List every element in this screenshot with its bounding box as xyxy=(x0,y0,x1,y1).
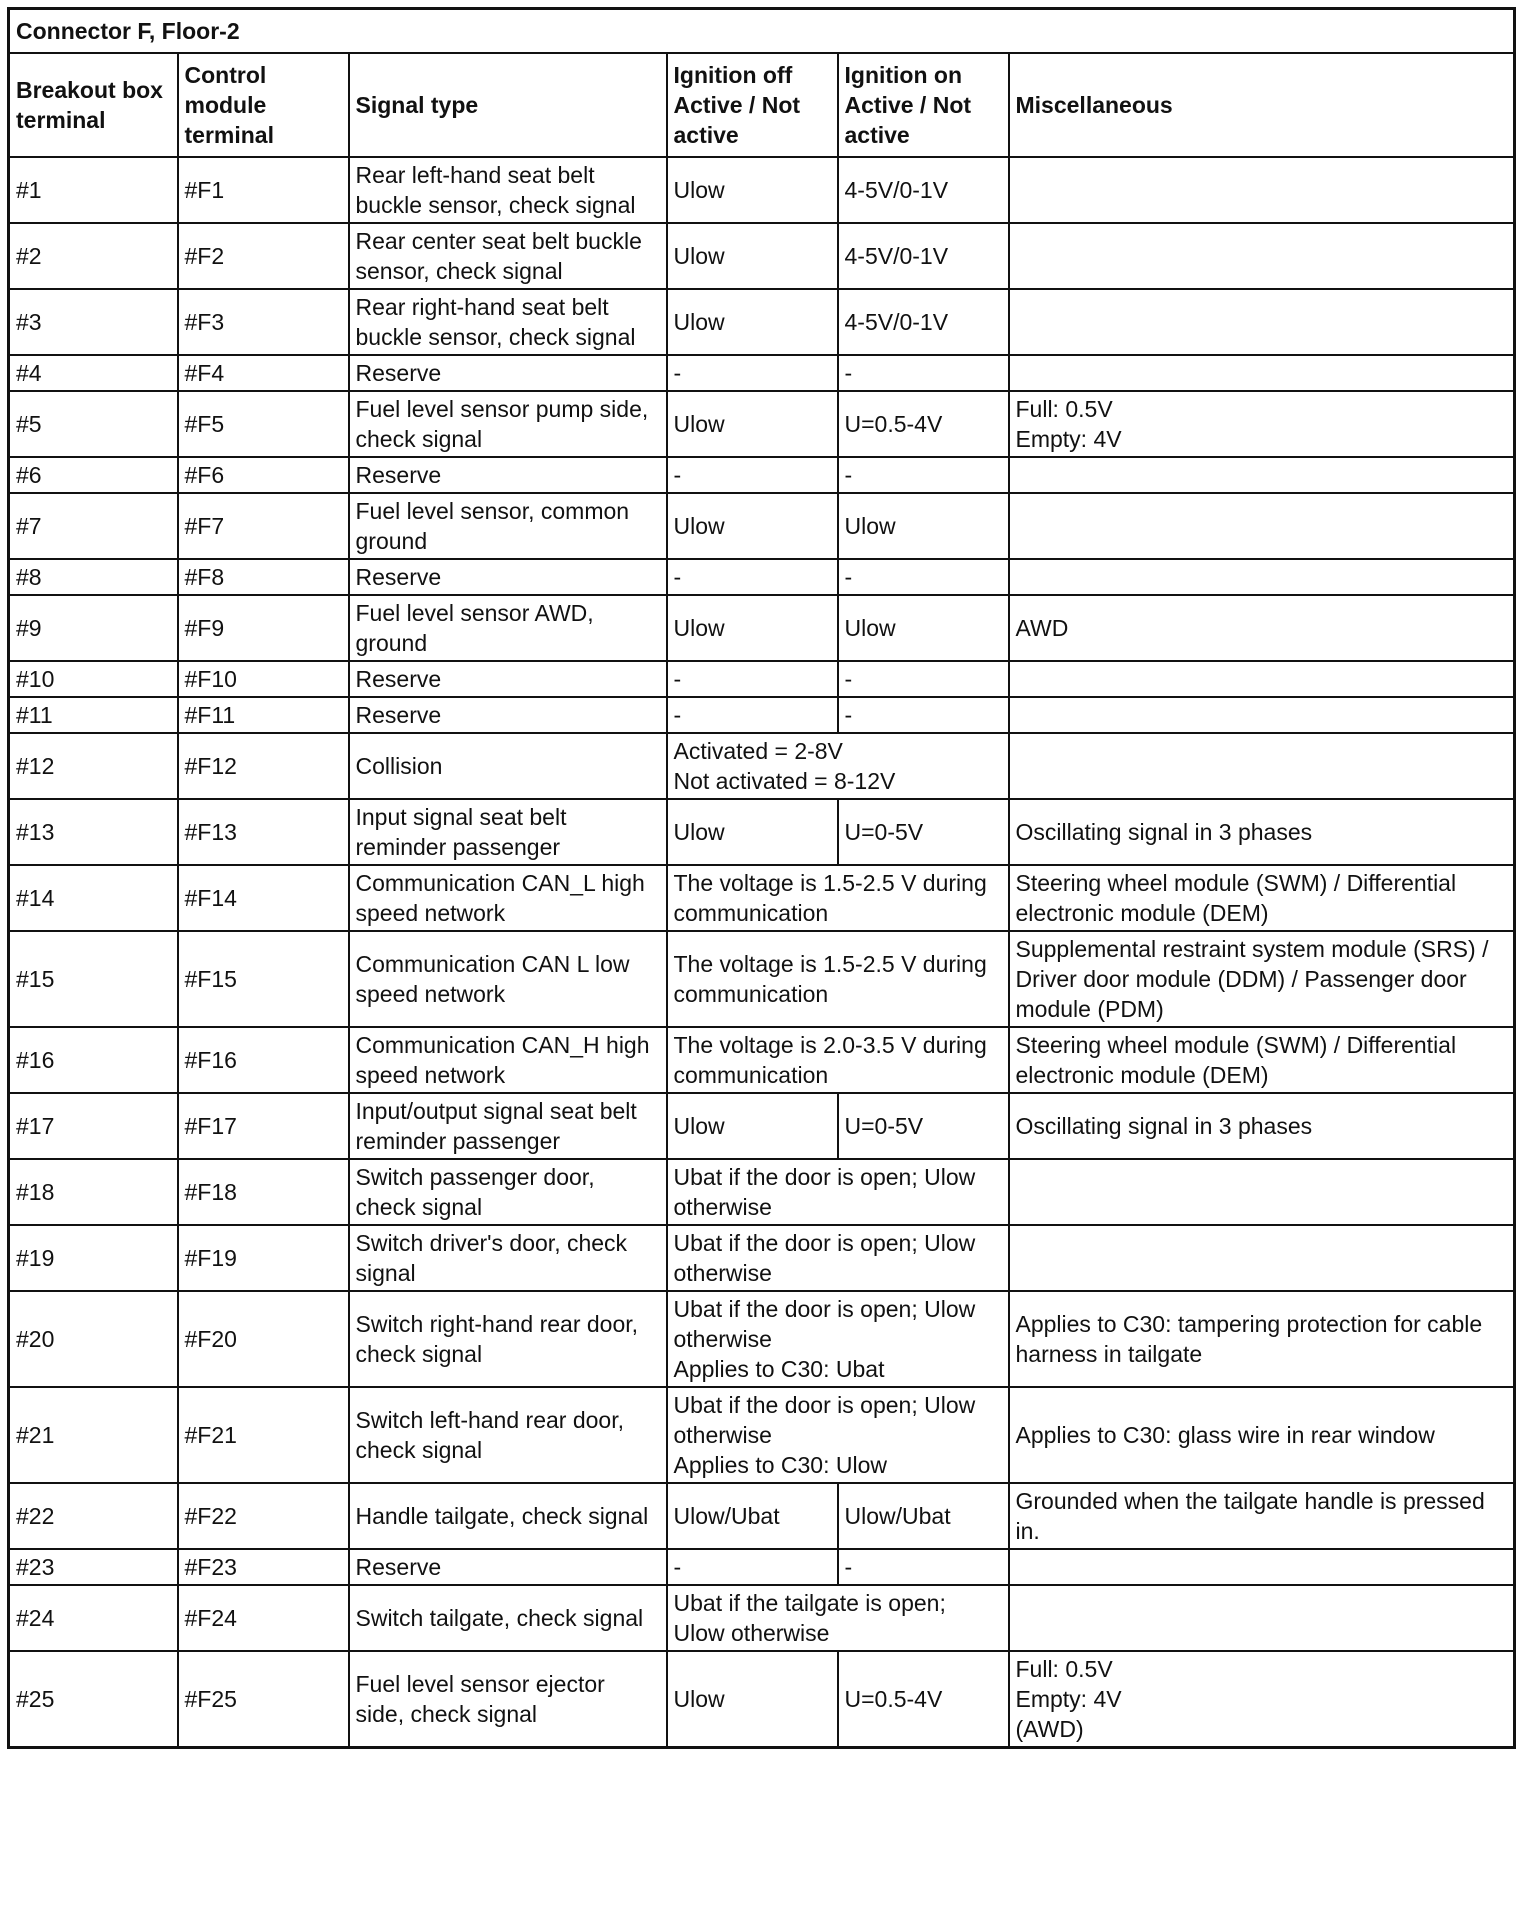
ignition-off-cell: Ulow xyxy=(667,1093,838,1159)
signal-type-cell: Rear center seat belt buckle sensor, check signal xyxy=(349,223,667,289)
ignition-on-cell: - xyxy=(838,355,1009,391)
ignition-off-cell: - xyxy=(667,457,838,493)
ignition-on-cell: - xyxy=(838,457,1009,493)
signal-type-cell: Rear left-hand seat belt buckle sensor, check signal xyxy=(349,157,667,223)
table-body xyxy=(9,157,1515,1748)
signal-type-cell: Fuel level sensor, common ground xyxy=(349,493,667,559)
table-row xyxy=(9,289,1515,355)
ignition-on-cell: U=0-5V xyxy=(838,1093,1009,1159)
table-title: Connector F, Floor-2 xyxy=(9,9,1515,54)
control-terminal-cell: #F25 xyxy=(178,1651,349,1748)
miscellaneous-cell xyxy=(1009,661,1515,697)
signal-type-cell: Handle tailgate, check signal xyxy=(349,1483,667,1549)
breakout-terminal-cell: #14 xyxy=(9,865,178,931)
table-row xyxy=(9,1027,1515,1093)
control-terminal-cell: #F4 xyxy=(178,355,349,391)
control-terminal-cell: #F24 xyxy=(178,1585,349,1651)
ignition-value-cell: The voltage is 2.0-3.5 V during communication xyxy=(667,1027,1009,1093)
table-row xyxy=(9,1225,1515,1291)
breakout-terminal-cell: #2 xyxy=(9,223,178,289)
ignition-off-cell: - xyxy=(667,661,838,697)
miscellaneous-cell: Applies to C30: glass wire in rear window xyxy=(1009,1387,1515,1483)
table-row xyxy=(9,799,1515,865)
table-row xyxy=(9,1651,1515,1748)
control-terminal-cell: #F3 xyxy=(178,289,349,355)
miscellaneous-cell: Steering wheel module (SWM) / Differential electronic module (DEM) xyxy=(1009,1027,1515,1093)
miscellaneous-cell: Oscillating signal in 3 phases xyxy=(1009,799,1515,865)
breakout-terminal-cell: #15 xyxy=(9,931,178,1027)
ignition-on-cell: 4-5V/0-1V xyxy=(838,223,1009,289)
header-control-module-terminal: Control module terminal xyxy=(178,53,349,157)
control-terminal-cell: #F5 xyxy=(178,391,349,457)
table-row xyxy=(9,493,1515,559)
ignition-off-cell: Ulow xyxy=(667,391,838,457)
signal-type-cell: Reserve xyxy=(349,697,667,733)
miscellaneous-cell xyxy=(1009,289,1515,355)
control-terminal-cell: #F1 xyxy=(178,157,349,223)
ignition-value-cell: The voltage is 1.5-2.5 V during communication xyxy=(667,931,1009,1027)
miscellaneous-cell xyxy=(1009,457,1515,493)
ignition-on-cell: U=0-5V xyxy=(838,799,1009,865)
ignition-on-cell: 4-5V/0-1V xyxy=(838,157,1009,223)
control-terminal-cell: #F16 xyxy=(178,1027,349,1093)
miscellaneous-cell: AWD xyxy=(1009,595,1515,661)
ignition-off-cell: Ulow xyxy=(667,223,838,289)
table-row xyxy=(9,457,1515,493)
ignition-on-cell: - xyxy=(838,661,1009,697)
table-row xyxy=(9,157,1515,223)
ignition-off-cell: Ulow xyxy=(667,157,838,223)
ignition-on-cell: - xyxy=(838,1549,1009,1585)
table-row xyxy=(9,1387,1515,1483)
control-terminal-cell: #F8 xyxy=(178,559,349,595)
control-terminal-cell: #F23 xyxy=(178,1549,349,1585)
ignition-off-cell: Ulow xyxy=(667,289,838,355)
breakout-terminal-cell: #16 xyxy=(9,1027,178,1093)
miscellaneous-cell: Steering wheel module (SWM) / Differential electronic module (DEM) xyxy=(1009,865,1515,931)
miscellaneous-cell xyxy=(1009,1225,1515,1291)
ignition-off-cell: Ulow xyxy=(667,493,838,559)
signal-type-cell: Switch left-hand rear door, check signal xyxy=(349,1387,667,1483)
breakout-terminal-cell: #3 xyxy=(9,289,178,355)
table-row xyxy=(9,697,1515,733)
table-row xyxy=(9,931,1515,1027)
ignition-on-cell: - xyxy=(838,697,1009,733)
signal-type-cell: Reserve xyxy=(349,1549,667,1585)
control-terminal-cell: #F17 xyxy=(178,1093,349,1159)
connector-f-table xyxy=(7,7,1516,1749)
breakout-terminal-cell: #5 xyxy=(9,391,178,457)
miscellaneous-cell: Grounded when the tailgate handle is pressed in. xyxy=(1009,1483,1515,1549)
miscellaneous-cell xyxy=(1009,493,1515,559)
ignition-off-cell: Ulow xyxy=(667,1651,838,1748)
breakout-terminal-cell: #19 xyxy=(9,1225,178,1291)
table-row xyxy=(9,1291,1515,1387)
miscellaneous-cell: Supplemental restraint system module (SRS) / Driver door module (DDM) / Passenger door module (PDM) xyxy=(1009,931,1515,1027)
ignition-off-cell: - xyxy=(667,559,838,595)
ignition-on-cell: Ulow xyxy=(838,595,1009,661)
table-row xyxy=(9,355,1515,391)
control-terminal-cell: #F22 xyxy=(178,1483,349,1549)
control-terminal-cell: #F14 xyxy=(178,865,349,931)
ignition-value-cell: Ubat if the door is open; Ulow otherwise xyxy=(667,1159,1009,1225)
control-terminal-cell: #F21 xyxy=(178,1387,349,1483)
miscellaneous-cell xyxy=(1009,1159,1515,1225)
signal-type-cell: Rear right-hand seat belt buckle sensor, check signal xyxy=(349,289,667,355)
ignition-on-cell: - xyxy=(838,559,1009,595)
ignition-off-cell: - xyxy=(667,1549,838,1585)
breakout-terminal-cell: #10 xyxy=(9,661,178,697)
header-ignition-on: Ignition on Active / Not active xyxy=(838,53,1009,157)
table-row xyxy=(9,661,1515,697)
breakout-terminal-cell: #12 xyxy=(9,733,178,799)
breakout-terminal-cell: #11 xyxy=(9,697,178,733)
breakout-terminal-cell: #21 xyxy=(9,1387,178,1483)
ignition-value-cell: Ubat if the door is open; Ulow otherwise Applies to C30: Ulow xyxy=(667,1387,1009,1483)
control-terminal-cell: #F2 xyxy=(178,223,349,289)
signal-type-cell: Fuel level sensor ejector side, check signal xyxy=(349,1651,667,1748)
table-row xyxy=(9,1549,1515,1585)
header-signal-type: Signal type xyxy=(349,53,667,157)
header-miscellaneous: Miscellaneous xyxy=(1009,53,1515,157)
table-row xyxy=(9,865,1515,931)
signal-type-cell: Communication CAN_H high speed network xyxy=(349,1027,667,1093)
signal-type-cell: Switch tailgate, check signal xyxy=(349,1585,667,1651)
signal-type-cell: Collision xyxy=(349,733,667,799)
header-ignition-off: Ignition off Active / Not active xyxy=(667,53,838,157)
table-row xyxy=(9,559,1515,595)
ignition-on-cell: U=0.5-4V xyxy=(838,1651,1009,1748)
ignition-off-cell: Ulow xyxy=(667,799,838,865)
miscellaneous-cell xyxy=(1009,733,1515,799)
miscellaneous-cell xyxy=(1009,559,1515,595)
ignition-off-cell: Ulow/Ubat xyxy=(667,1483,838,1549)
miscellaneous-cell xyxy=(1009,1585,1515,1651)
header-breakout-box-terminal: Breakout box terminal xyxy=(9,53,178,157)
miscellaneous-cell xyxy=(1009,1549,1515,1585)
miscellaneous-cell: Full: 0.5V Empty: 4V (AWD) xyxy=(1009,1651,1515,1748)
breakout-terminal-cell: #17 xyxy=(9,1093,178,1159)
control-terminal-cell: #F10 xyxy=(178,661,349,697)
table-row xyxy=(9,1483,1515,1549)
signal-type-cell: Reserve xyxy=(349,559,667,595)
breakout-terminal-cell: #7 xyxy=(9,493,178,559)
table-row xyxy=(9,223,1515,289)
signal-type-cell: Switch right-hand rear door, check signal xyxy=(349,1291,667,1387)
ignition-value-cell: Activated = 2-8V Not activated = 8-12V xyxy=(667,733,1009,799)
control-terminal-cell: #F11 xyxy=(178,697,349,733)
miscellaneous-cell xyxy=(1009,157,1515,223)
control-terminal-cell: #F7 xyxy=(178,493,349,559)
ignition-value-cell: Ubat if the tailgate is open; Ulow otherwise xyxy=(667,1585,1009,1651)
signal-type-cell: Input signal seat belt reminder passenger xyxy=(349,799,667,865)
breakout-terminal-cell: #20 xyxy=(9,1291,178,1387)
ignition-value-cell: Ubat if the door is open; Ulow otherwise xyxy=(667,1225,1009,1291)
signal-type-cell: Fuel level sensor AWD, ground xyxy=(349,595,667,661)
control-terminal-cell: #F13 xyxy=(178,799,349,865)
breakout-terminal-cell: #4 xyxy=(9,355,178,391)
breakout-terminal-cell: #24 xyxy=(9,1585,178,1651)
control-terminal-cell: #F15 xyxy=(178,931,349,1027)
signal-type-cell: Reserve xyxy=(349,355,667,391)
table-row xyxy=(9,1585,1515,1651)
miscellaneous-cell xyxy=(1009,697,1515,733)
miscellaneous-cell: Oscillating signal in 3 phases xyxy=(1009,1093,1515,1159)
signal-type-cell: Switch driver's door, check signal xyxy=(349,1225,667,1291)
breakout-terminal-cell: #22 xyxy=(9,1483,178,1549)
signal-type-cell: Reserve xyxy=(349,661,667,697)
table-row xyxy=(9,391,1515,457)
control-terminal-cell: #F19 xyxy=(178,1225,349,1291)
ignition-on-cell: 4-5V/0-1V xyxy=(838,289,1009,355)
table-row xyxy=(9,1093,1515,1159)
signal-type-cell: Fuel level sensor pump side, check signal xyxy=(349,391,667,457)
breakout-terminal-cell: #25 xyxy=(9,1651,178,1748)
ignition-off-cell: Ulow xyxy=(667,595,838,661)
breakout-terminal-cell: #13 xyxy=(9,799,178,865)
breakout-terminal-cell: #18 xyxy=(9,1159,178,1225)
ignition-value-cell: The voltage is 1.5-2.5 V during communication xyxy=(667,865,1009,931)
breakout-terminal-cell: #1 xyxy=(9,157,178,223)
control-terminal-cell: #F20 xyxy=(178,1291,349,1387)
signal-type-cell: Input/output signal seat belt reminder passenger xyxy=(349,1093,667,1159)
signal-type-cell: Switch passenger door, check signal xyxy=(349,1159,667,1225)
ignition-on-cell: Ulow xyxy=(838,493,1009,559)
ignition-value-cell: Ubat if the door is open; Ulow otherwise Applies to C30: Ubat xyxy=(667,1291,1009,1387)
control-terminal-cell: #F6 xyxy=(178,457,349,493)
control-terminal-cell: #F9 xyxy=(178,595,349,661)
signal-type-cell: Communication CAN_L high speed network xyxy=(349,865,667,931)
miscellaneous-cell xyxy=(1009,355,1515,391)
ignition-off-cell: - xyxy=(667,355,838,391)
miscellaneous-cell xyxy=(1009,223,1515,289)
table-row xyxy=(9,595,1515,661)
signal-type-cell: Reserve xyxy=(349,457,667,493)
breakout-terminal-cell: #23 xyxy=(9,1549,178,1585)
ignition-on-cell: U=0.5-4V xyxy=(838,391,1009,457)
breakout-terminal-cell: #8 xyxy=(9,559,178,595)
miscellaneous-cell: Full: 0.5V Empty: 4V xyxy=(1009,391,1515,457)
breakout-terminal-cell: #9 xyxy=(9,595,178,661)
breakout-terminal-cell: #6 xyxy=(9,457,178,493)
ignition-on-cell: Ulow/Ubat xyxy=(838,1483,1009,1549)
header-row xyxy=(9,53,1515,157)
miscellaneous-cell: Applies to C30: tampering protection for cable harness in tailgate xyxy=(1009,1291,1515,1387)
table-row xyxy=(9,1159,1515,1225)
control-terminal-cell: #F12 xyxy=(178,733,349,799)
signal-type-cell: Communication CAN L low speed network xyxy=(349,931,667,1027)
control-terminal-cell: #F18 xyxy=(178,1159,349,1225)
table-row xyxy=(9,733,1515,799)
ignition-off-cell: - xyxy=(667,697,838,733)
